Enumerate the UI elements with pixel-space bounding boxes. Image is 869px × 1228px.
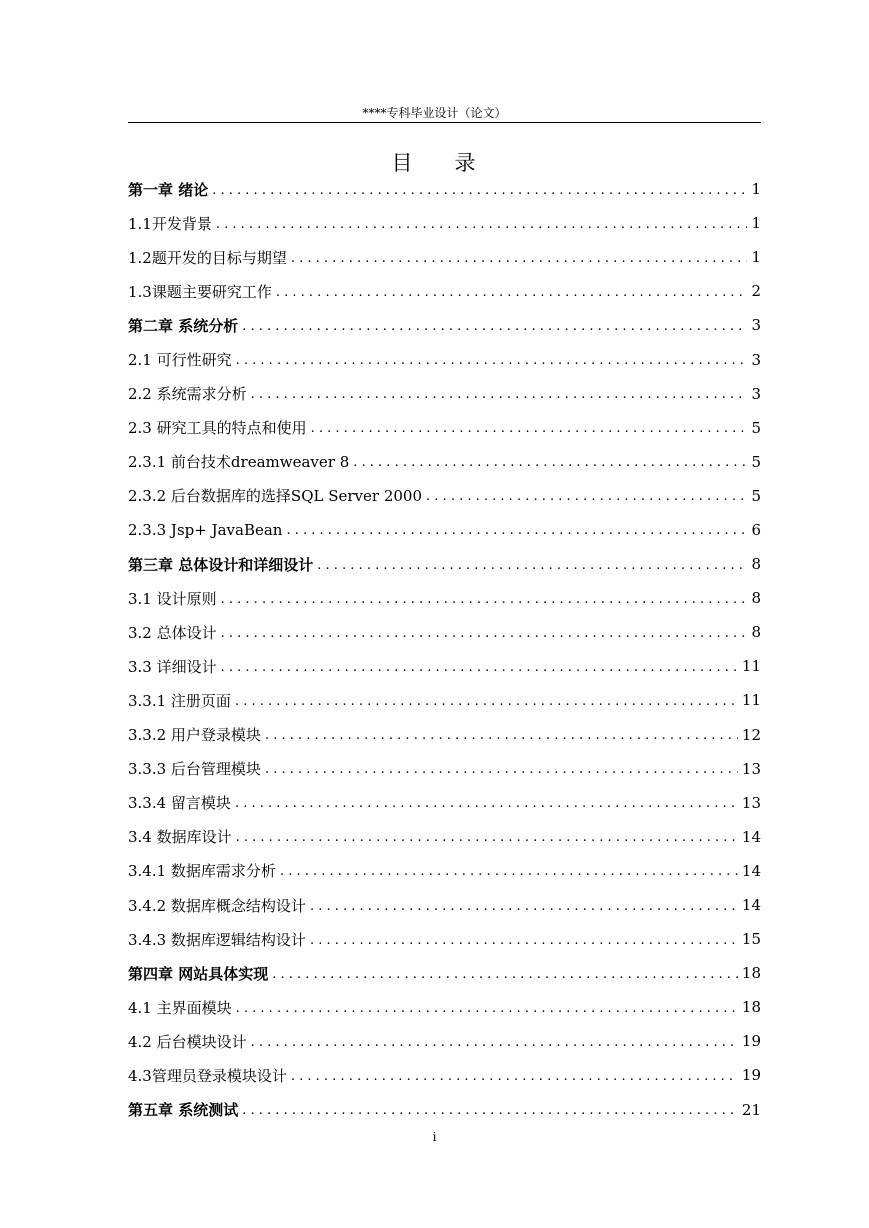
toc-section-entry[interactable] bbox=[128, 206, 761, 240]
toc-entry-page: 5 bbox=[751, 418, 761, 437]
toc-entry-page: 2 bbox=[751, 282, 761, 301]
toc-entry-label: 3.4 数据库设计 bbox=[128, 828, 232, 847]
toc-entry-label: 3.3 详细设计 bbox=[128, 657, 217, 676]
toc-chapter-entry[interactable] bbox=[128, 956, 761, 990]
toc-entry-label: 4.2 后台模块设计 bbox=[128, 1032, 247, 1051]
toc-section-entry[interactable] bbox=[128, 479, 761, 513]
toc-entry-label: 第二章 系统分析 bbox=[128, 316, 239, 335]
toc-entry-page: 5 bbox=[751, 486, 761, 505]
toc-entry-label: 1.3课题主要研究工作 bbox=[128, 282, 272, 301]
toc-entry-label: 2.3.1 前台技术dreamweaver 8 bbox=[128, 453, 350, 472]
toc-dot-leader bbox=[265, 728, 738, 743]
toc-entry-label: 1.2题开发的目标与期望 bbox=[128, 248, 287, 267]
toc-entry-label: 第五章 系统测试 bbox=[128, 1101, 239, 1120]
toc-entry-label: 3.3.2 用户登录模块 bbox=[128, 726, 261, 745]
page-number: i bbox=[432, 1130, 437, 1144]
toc-entry-label: 3.3.4 留言模块 bbox=[128, 794, 231, 813]
toc-entry-page: 11 bbox=[741, 691, 761, 710]
toc-section-entry[interactable] bbox=[128, 649, 761, 683]
toc-entry-label: 第一章 绪论 bbox=[128, 180, 209, 199]
toc-dot-leader bbox=[221, 592, 748, 607]
toc-section-entry[interactable] bbox=[128, 786, 761, 820]
toc-section-entry[interactable] bbox=[128, 922, 761, 956]
toc-dot-leader bbox=[291, 1069, 738, 1084]
toc-dot-leader bbox=[353, 455, 747, 470]
toc-dot-leader bbox=[216, 217, 748, 232]
toc-dot-leader bbox=[212, 183, 747, 198]
toc-dot-leader bbox=[242, 1103, 738, 1118]
header-rule bbox=[128, 122, 761, 123]
toc-entry-page: 3 bbox=[751, 384, 761, 403]
toc-entry-page: 8 bbox=[751, 589, 761, 608]
toc-section-entry[interactable] bbox=[128, 274, 761, 308]
toc-entry-page: 13 bbox=[741, 793, 761, 812]
toc-entry-label: 第三章 总体设计和详细设计 bbox=[128, 555, 314, 574]
toc-entry-page: 3 bbox=[751, 350, 761, 369]
toc-section-entry[interactable] bbox=[128, 445, 761, 479]
toc-dot-leader bbox=[426, 489, 747, 504]
toc-entry-label: 4.3管理员登录模块设计 bbox=[128, 1066, 287, 1085]
toc-entry-page: 19 bbox=[741, 1066, 761, 1085]
toc-entry-label: 2.3.2 后台数据库的选择SQL Server 2000 bbox=[128, 487, 423, 506]
toc-entry-label: 2.2 系统需求分析 bbox=[128, 385, 247, 404]
toc-dot-leader bbox=[291, 251, 748, 266]
toc-entry-page: 11 bbox=[741, 657, 761, 676]
toc-entry-page: 19 bbox=[741, 1032, 761, 1051]
toc-section-entry[interactable] bbox=[128, 990, 761, 1024]
running-header: ****专科毕业设计（论文） bbox=[362, 106, 507, 120]
toc-dot-leader bbox=[310, 933, 738, 948]
toc-section-entry[interactable] bbox=[128, 377, 761, 411]
toc-entry-page: 8 bbox=[751, 555, 761, 574]
toc-entry-label: 3.4.2 数据库概念结构设计 bbox=[128, 896, 306, 915]
toc-section-entry[interactable] bbox=[128, 513, 761, 547]
toc-entry-page: 1 bbox=[751, 180, 761, 199]
toc-entry-page: 3 bbox=[751, 316, 761, 335]
toc-dot-leader bbox=[311, 421, 748, 436]
toc-section-entry[interactable] bbox=[128, 240, 761, 274]
toc-entry-label: 3.3.3 后台管理模块 bbox=[128, 760, 261, 779]
toc-section-entry[interactable] bbox=[128, 820, 761, 854]
toc-dot-leader bbox=[236, 1001, 738, 1016]
toc-entry-page: 8 bbox=[751, 623, 761, 642]
toc-entry-page: 1 bbox=[751, 214, 761, 233]
toc-section-entry[interactable] bbox=[128, 581, 761, 615]
toc-dot-leader bbox=[276, 285, 748, 300]
toc-entry-label: 1.1开发背景 bbox=[128, 214, 212, 233]
toc-section-entry[interactable] bbox=[128, 1024, 761, 1058]
toc-dot-leader bbox=[272, 967, 738, 982]
toc-entry-page: 18 bbox=[741, 964, 761, 983]
toc-dot-leader bbox=[251, 1035, 738, 1050]
toc-entry-page: 14 bbox=[741, 896, 761, 915]
toc-dot-leader bbox=[235, 796, 738, 811]
toc-entry-page: 18 bbox=[741, 998, 761, 1017]
toc-entry-label: 3.4.3 数据库逻辑结构设计 bbox=[128, 930, 306, 949]
toc-entry-page: 5 bbox=[751, 452, 761, 471]
toc-section-entry[interactable] bbox=[128, 718, 761, 752]
toc-entry-page: 14 bbox=[741, 861, 761, 880]
toc-entry-page: 14 bbox=[741, 827, 761, 846]
toc-dot-leader bbox=[251, 387, 748, 402]
toc-chapter-entry[interactable] bbox=[128, 172, 761, 206]
toc-dot-leader bbox=[221, 660, 738, 675]
toc-section-entry[interactable] bbox=[128, 342, 761, 376]
toc-chapter-entry[interactable] bbox=[128, 547, 761, 581]
toc-entry-page: 6 bbox=[751, 520, 761, 539]
toc-dot-leader bbox=[310, 899, 738, 914]
toc-section-entry[interactable] bbox=[128, 1058, 761, 1092]
toc-entry-page: 13 bbox=[741, 759, 761, 778]
toc-section-entry[interactable] bbox=[128, 888, 761, 922]
toc-title-char-2: 录 bbox=[454, 151, 478, 175]
toc-section-entry[interactable] bbox=[128, 752, 761, 786]
toc-section-entry[interactable] bbox=[128, 615, 761, 649]
toc-dot-leader bbox=[235, 694, 738, 709]
toc-dot-leader bbox=[280, 864, 738, 879]
toc-entry-label: 第四章 网站具体实现 bbox=[128, 964, 269, 983]
toc-dot-leader bbox=[236, 830, 738, 845]
toc-entry-page: 21 bbox=[741, 1100, 761, 1119]
toc-section-entry[interactable] bbox=[128, 854, 761, 888]
toc-title-char-1: 目 bbox=[391, 151, 415, 175]
toc-section-entry[interactable] bbox=[128, 411, 761, 445]
toc-entry-label: 3.1 设计原则 bbox=[128, 589, 217, 608]
toc-dot-leader bbox=[242, 319, 747, 334]
toc-dot-leader bbox=[317, 558, 747, 573]
toc-dot-leader bbox=[236, 353, 748, 368]
toc-entry-label: 2.3 研究工具的特点和使用 bbox=[128, 419, 307, 438]
toc-chapter-entry[interactable] bbox=[128, 1093, 761, 1127]
toc-chapter-entry[interactable] bbox=[128, 308, 761, 342]
toc-entry-page: 12 bbox=[741, 725, 761, 744]
toc-entry-label: 3.3.1 注册页面 bbox=[128, 691, 231, 710]
toc-section-entry[interactable] bbox=[128, 683, 761, 717]
toc-entry-label: 3.4.1 数据库需求分析 bbox=[128, 862, 276, 881]
toc-dot-leader bbox=[265, 762, 738, 777]
toc-dot-leader bbox=[286, 523, 747, 538]
toc-entry-label: 4.1 主界面模块 bbox=[128, 998, 232, 1017]
toc-entry-label: 3.2 总体设计 bbox=[128, 623, 217, 642]
toc-entry-label: 2.1 可行性研究 bbox=[128, 351, 232, 370]
toc-dot-leader bbox=[221, 626, 748, 641]
toc-entry-label: 2.3.3 Jsp+ JavaBean bbox=[128, 520, 283, 539]
table-of-contents bbox=[128, 172, 761, 1127]
toc-entry-page: 15 bbox=[741, 930, 761, 949]
toc-entry-page: 1 bbox=[751, 248, 761, 267]
